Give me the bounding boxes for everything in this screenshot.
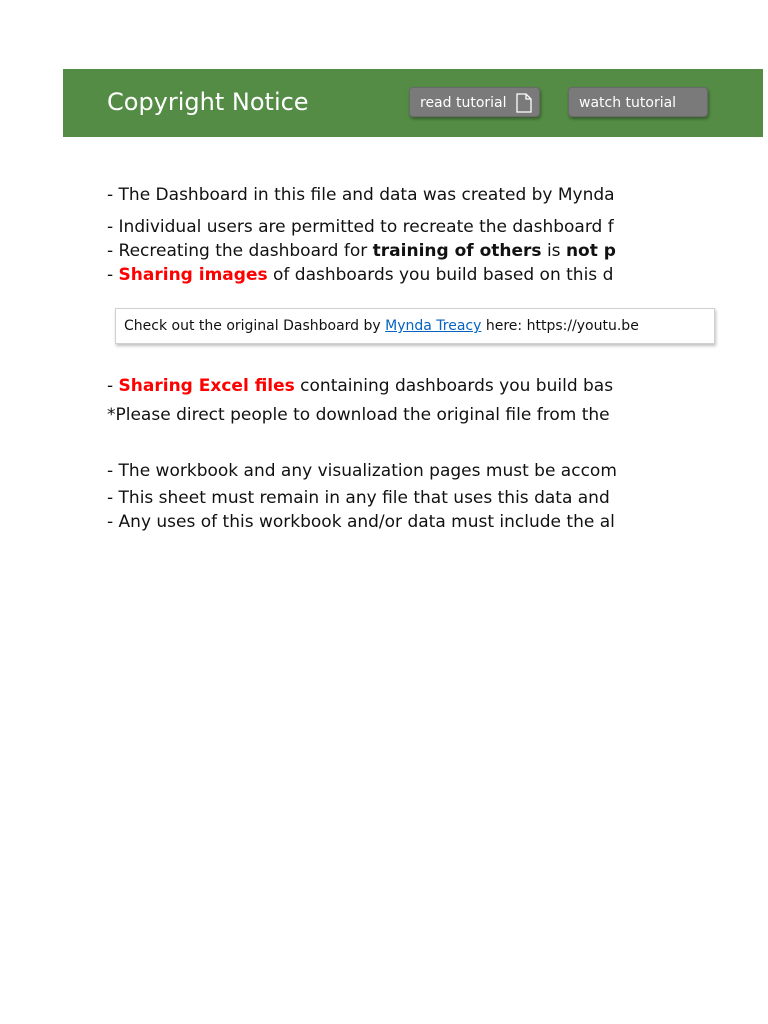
notice-line-created-by: - The Dashboard in this file and data was created by Mynda: [107, 185, 615, 205]
page-title: Copyright Notice: [107, 88, 309, 116]
notice-text: -: [107, 265, 119, 285]
notice-line-sharing-images: [107, 265, 613, 285]
notice-line-sharing-files: [107, 376, 613, 396]
share-text: here: https://youtu.be: [481, 318, 639, 334]
share-text: Check out the original Dashboard by: [124, 318, 386, 334]
notice-text: is: [541, 241, 566, 261]
header-banner: [63, 69, 763, 137]
share-text-box[interactable]: [115, 308, 715, 344]
notice-line-individual-users: - Individual users are permitted to recreate the dashboard f: [107, 217, 614, 237]
notice-emphasis: training of others: [372, 241, 542, 261]
notice-text: of dashboards you build based on this d: [267, 265, 614, 285]
notice-text: containing dashboards you build bas: [294, 376, 614, 396]
read-tutorial-button[interactable]: [409, 87, 540, 117]
notice-highlight: Sharing Excel files: [118, 376, 295, 396]
notice-line-sheet-remain: - This sheet must remain in any file that uses this data and: [107, 488, 610, 508]
notice-line-training: [107, 241, 616, 261]
document-icon: [516, 93, 532, 113]
notice-text: -: [107, 376, 119, 396]
notice-emphasis: not p: [565, 241, 616, 261]
notice-highlight: Sharing images: [118, 265, 268, 285]
notice-line-workbook: - The workbook and any visualization pages must be accom: [107, 461, 617, 481]
read-tutorial-label: read tutorial: [420, 95, 507, 111]
notice-text: - Recreating the dashboard for: [107, 241, 373, 261]
watch-tutorial-button[interactable]: [568, 87, 708, 117]
notice-line-uses: - Any uses of this workbook and/or data must include the al: [107, 512, 615, 532]
watch-tutorial-label: watch tutorial: [579, 95, 677, 111]
author-link[interactable]: Mynda Treacy: [385, 318, 482, 334]
notice-line-direct-people: *Please direct people to download the original file from the: [107, 405, 610, 425]
